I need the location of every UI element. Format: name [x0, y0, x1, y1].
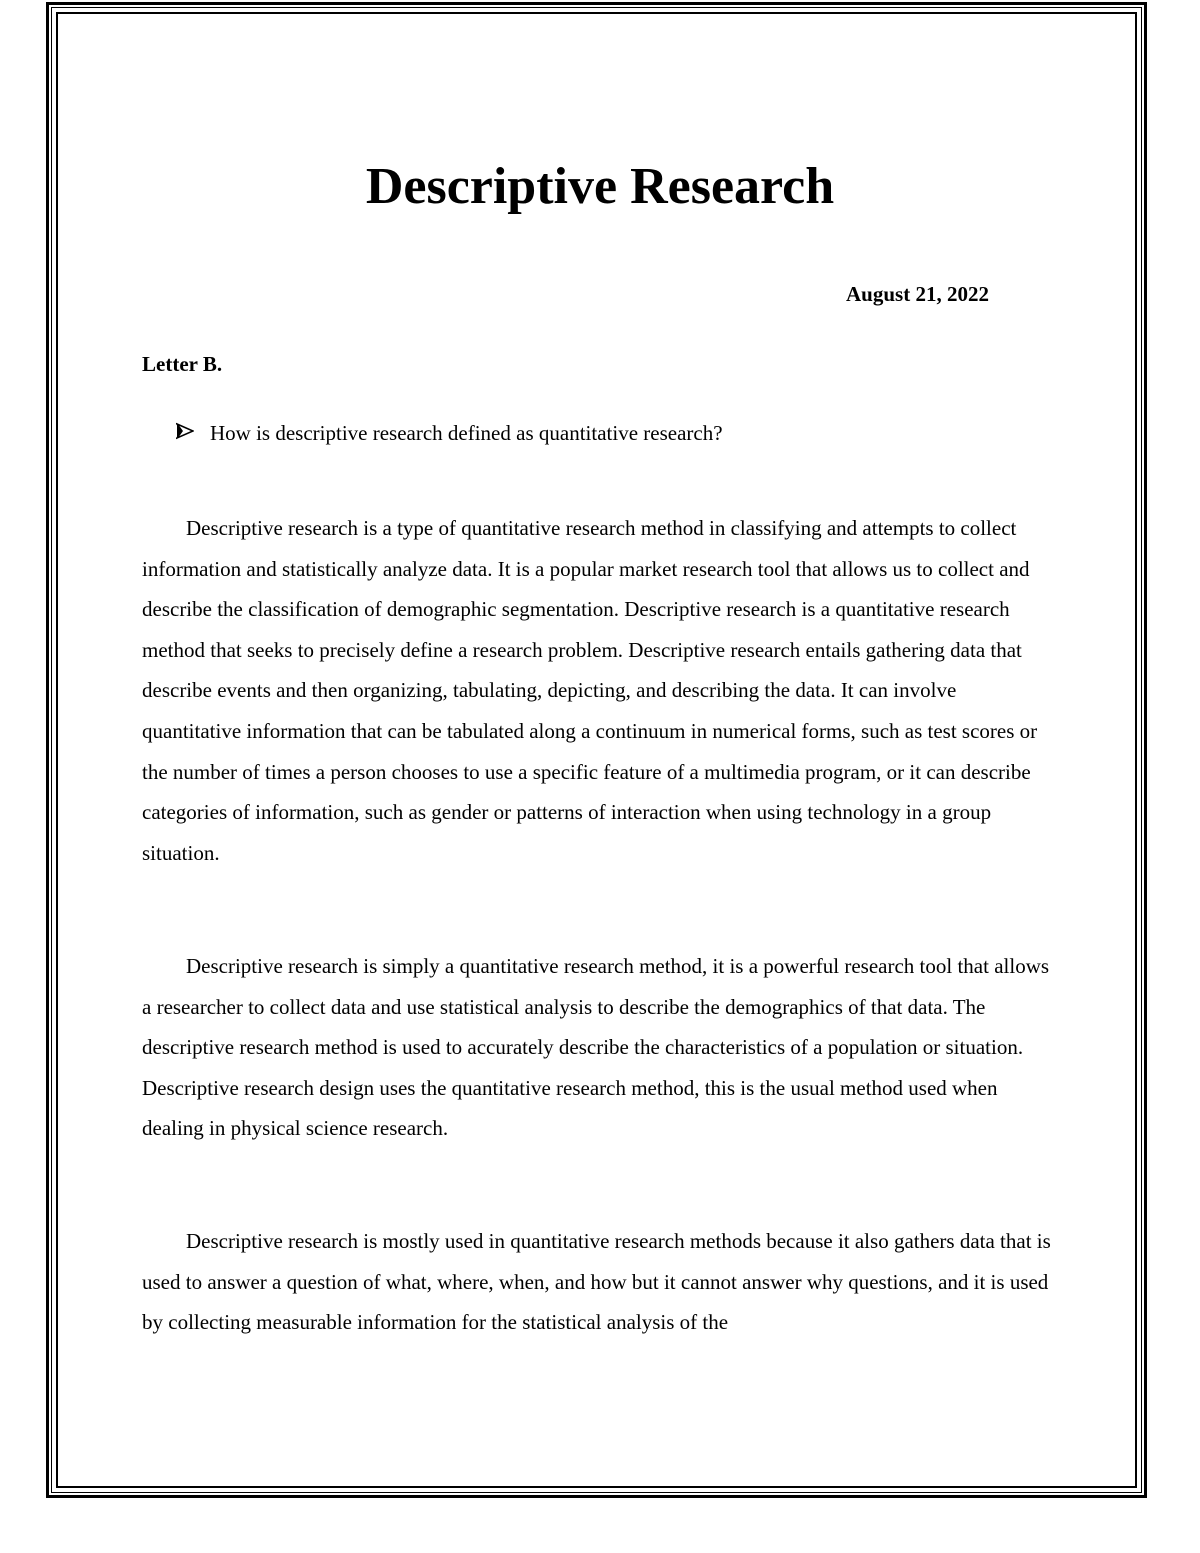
question-text: How is descriptive research defined as quantitative research? [210, 421, 723, 445]
question-bullet-item [176, 419, 723, 448]
paragraph-3: Descriptive research is mostly used in quantitative research methods because it also gathers data that is used to answer a question of what, where, when, and how but it cannot answer why questions, and it is used by collecting measurable information for the statistical analysis of the [142, 1229, 1051, 1335]
document-date: August 21, 2022 [846, 282, 989, 306]
section-label: Letter B. [142, 352, 223, 376]
document-title: Descriptive Research [365, 158, 835, 215]
paragraph-1: Descriptive research is a type of quantitative research method in classifying and attempts to collect information and statistically analyze data. It is a popular market research tool that allows us to collect and describe the classification of demographic segmentation. Descriptive research is a quantitative research method that seeks to precisely define a research problem. Descriptive research entails gathering data that describe events and then organizing, tabulating, depicting, and describing the data. It can involve quantitative information that can be tabulated along a continuum in numerical forms, such as test scores or the number of times a person chooses to use a specific feature of a multimedia program, or it can describe categories of information, such as gender or patterns of interaction when using technology in a group situation. [142, 516, 1038, 865]
arrowhead-bullet-icon [176, 420, 210, 448]
paragraph-2: Descriptive research is simply a quantitative research method, it is a powerful research tool that allows a researcher to collect data and use statistical analysis to describe the demographics of that data. The descriptive research method is used to accurately describe the characteristics of a population or situation. Descriptive research design uses the quantitative research method, this is the usual method used when dealing in physical science research. [142, 954, 1050, 1141]
